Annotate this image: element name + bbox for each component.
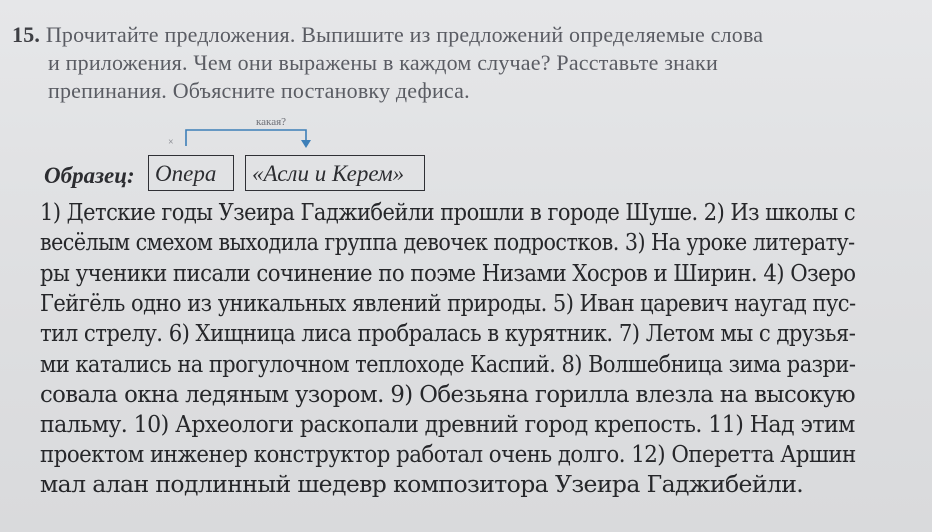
cross-marker: × — [168, 137, 174, 148]
text-line: весёлым смехом выходила группа девочек подростков. 3) На уроке литерату- — [40, 228, 855, 256]
sample-label: Образец: — [44, 163, 135, 188]
text-line: Гейгёль одно из уникальных явлений природы. 5) Иван царевич наугад пус- — [40, 289, 856, 317]
question-label: какая? — [256, 116, 287, 128]
text-line: совала окна ледяным узором. 9) Обезьяна горилла влезла на высокую — [40, 380, 855, 408]
text-line: пальму. 10) Археологи раскопали древний город крепость. 11) Над этим — [40, 410, 855, 438]
text-line: 1) Детские годы Узеира Гаджибейли прошли в городе Шуше. 2) Из школы с — [40, 198, 856, 226]
instruction-line-1: 15. Прочитайте предложения. Выпишите из предложений определяемые слова — [12, 22, 764, 47]
text-line: мал алан подлинный шедевр композитора Узеира Гаджибейли. — [40, 470, 804, 498]
sample-defined-word: Опера — [148, 155, 234, 191]
text-line: ры ученики писали сочинение по поэме Низами Хосров и Ширин. 4) Озеро — [40, 259, 856, 287]
question-arrow-scheme — [168, 118, 408, 152]
arrow-diagram-icon — [168, 118, 408, 152]
text-line: проектом инженер конструктор работал очень долго. 12) Оперетта Аршин — [40, 440, 856, 468]
sample-apposition: «Асли и Керем» — [245, 155, 425, 191]
text-line: ми катались на прогулочном теплоходе Каспий. 8) Волшебница зима разри- — [40, 350, 856, 378]
exercise-number: 15. — [12, 22, 41, 47]
text-line: тил стрелу. 6) Хищница лиса пробралась в курятник. 7) Летом мы с друзья- — [40, 319, 856, 347]
instruction-line-3: препинания. Объясните постановку дефиса. — [48, 78, 470, 103]
instruction-line-2: и приложения. Чем они выражены в каждом случае? Расставьте знаки — [48, 50, 718, 75]
